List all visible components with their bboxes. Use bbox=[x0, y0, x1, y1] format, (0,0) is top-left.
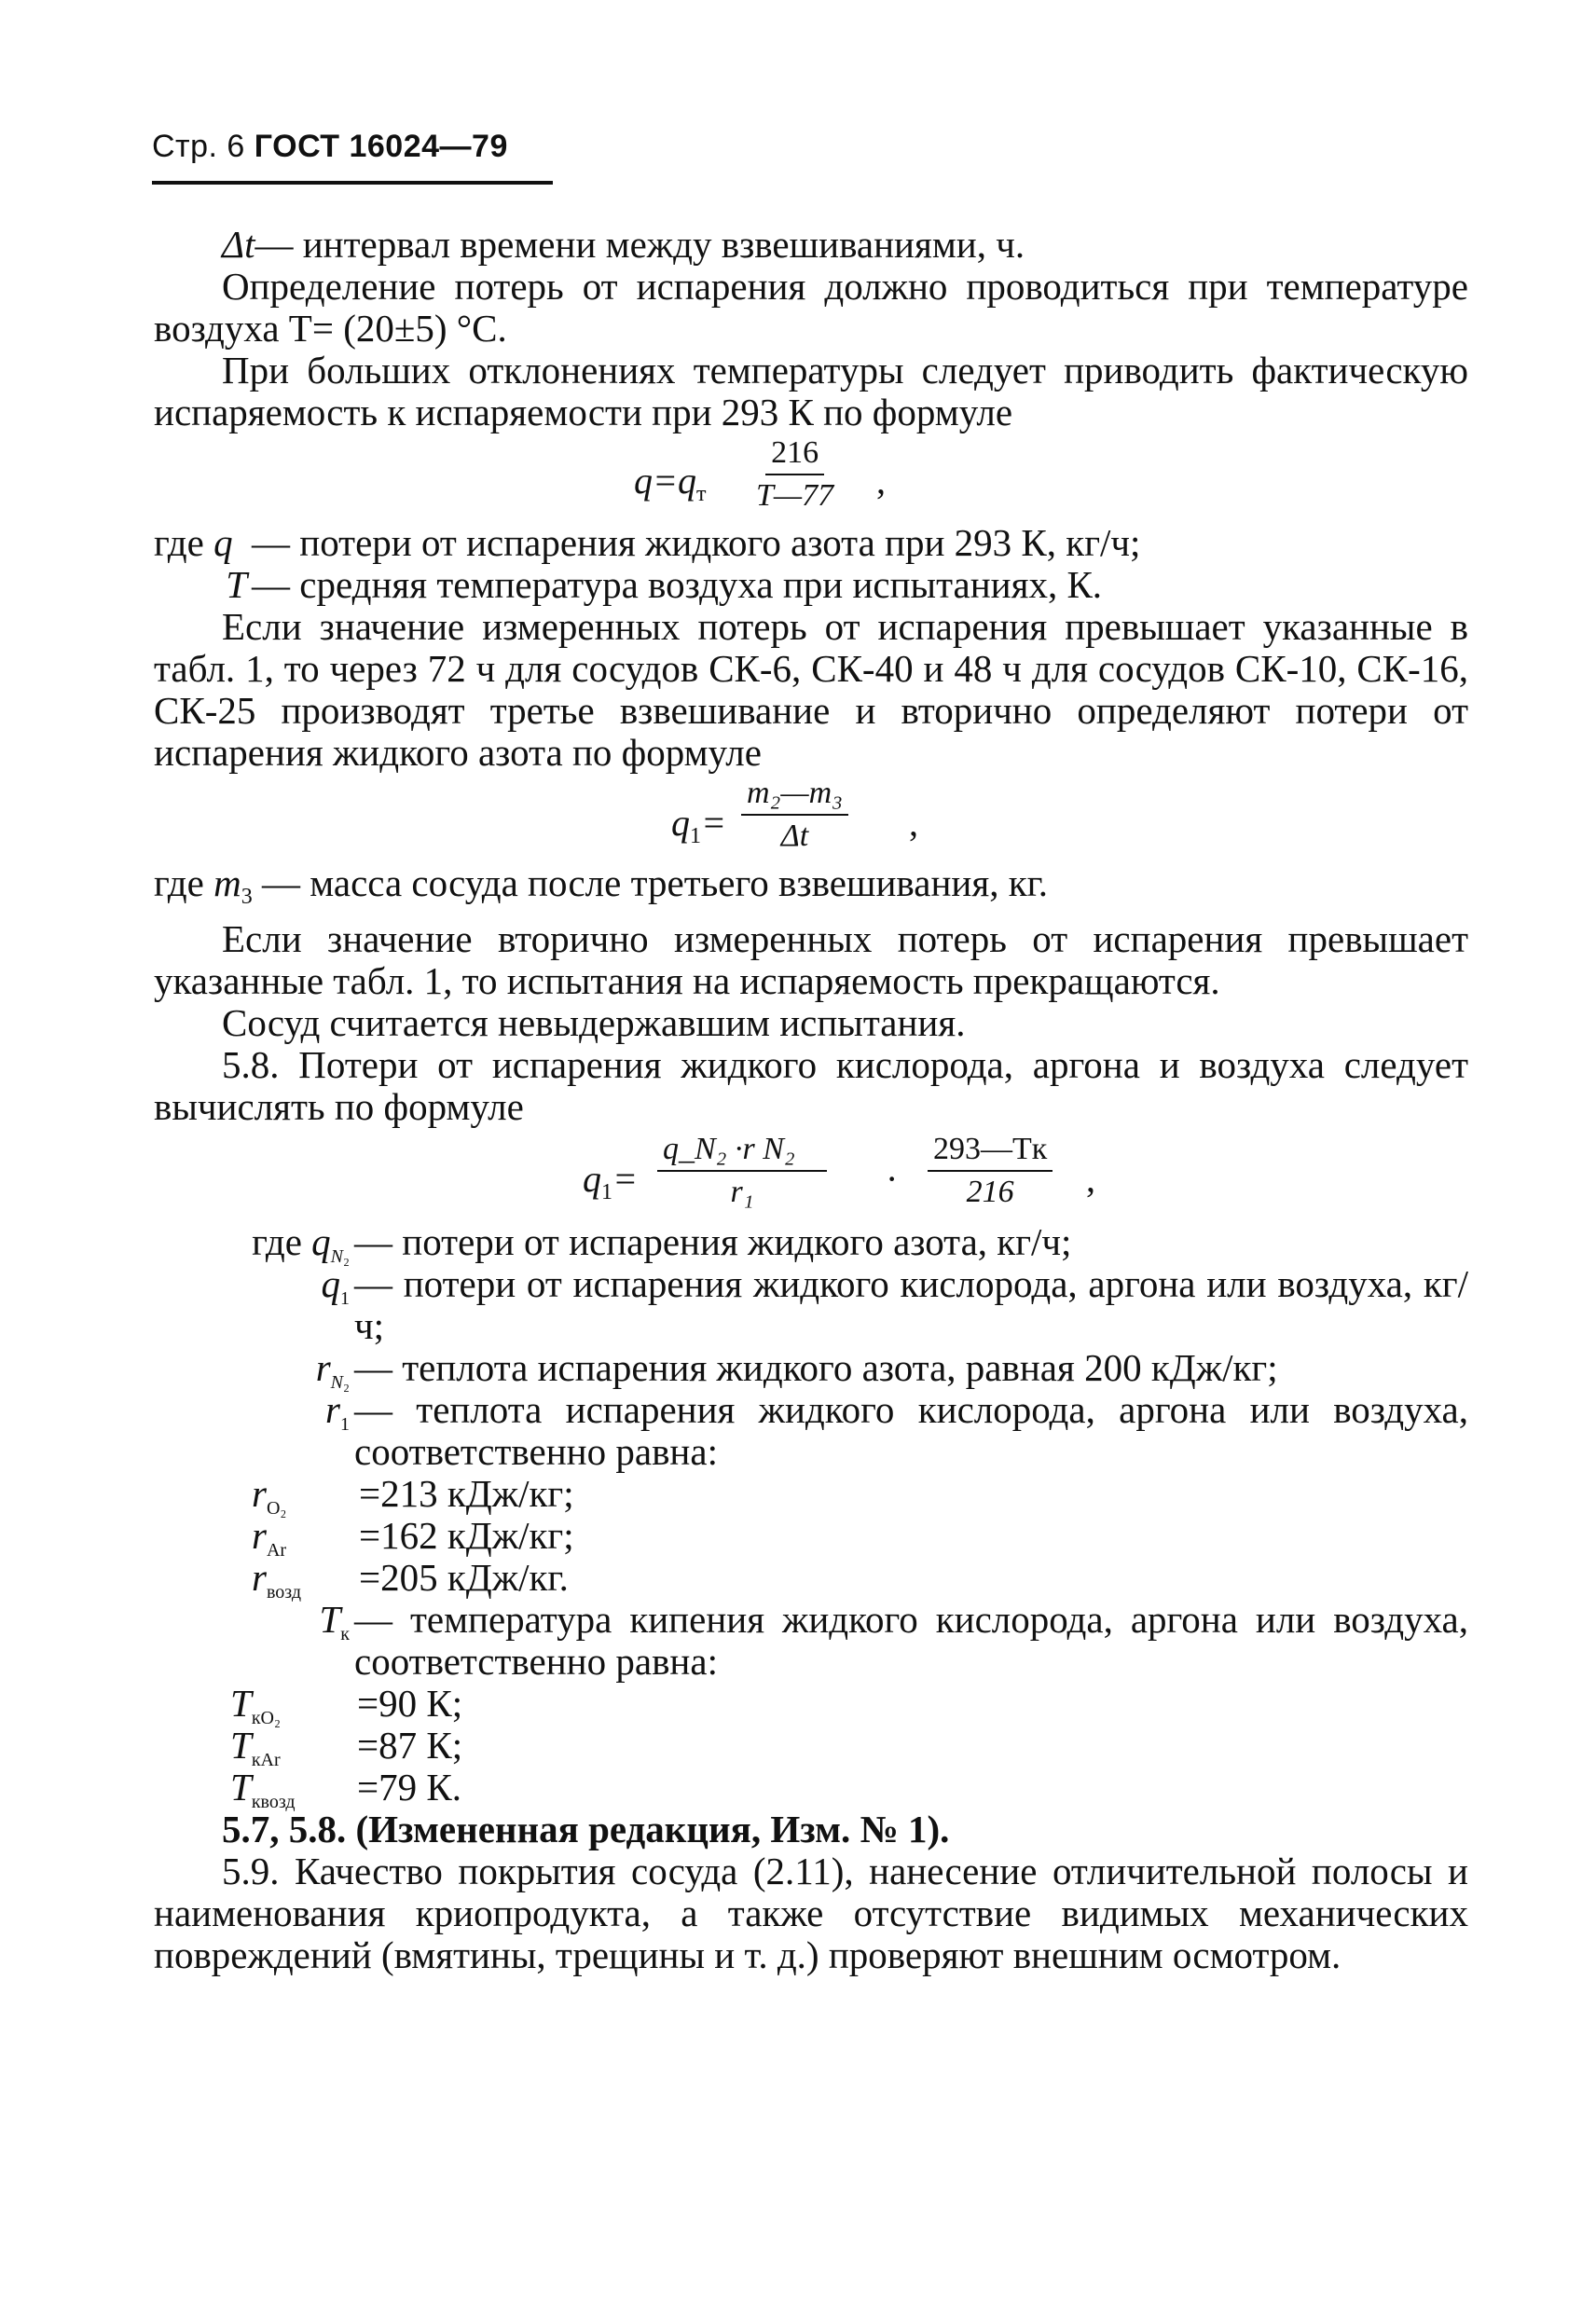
q-symbol: q bbox=[213, 521, 233, 564]
where-qN2: где qN₂ — потери от испарения жидкого азота, кг/ч; bbox=[154, 1221, 1468, 1263]
page-label: Стр. 6 bbox=[152, 129, 245, 164]
formula-correction bbox=[154, 433, 1468, 522]
where-rN2: rN₂ — теплота испарения жидкого азота, равная 200 кДж/кг; bbox=[154, 1347, 1468, 1389]
dt-symbol: Δt bbox=[222, 223, 255, 266]
dt-definition: — интервал времени между взвешиваниями, ч. bbox=[255, 223, 1025, 266]
formula-1-denominator: T—77 bbox=[756, 478, 834, 513]
formula-2-numerator: m₂—m₃ bbox=[741, 776, 848, 816]
formula-3-comma: , bbox=[1086, 1158, 1095, 1200]
ri-definition: — теплота испарения жидкого кислорода, аргона или воздуха, соответственно равна: bbox=[354, 1388, 1468, 1473]
formula-1-fraction bbox=[750, 435, 839, 514]
formula-1-numerator: 216 bbox=[765, 435, 824, 475]
where-2-lead: где bbox=[154, 861, 204, 904]
formula-3-denominator-2: 216 bbox=[966, 1175, 1014, 1209]
paragraph-exceed: Если значение измеренных потерь от испарения превышает указанные в табл. 1, то через 72 ч для сосудов СК-6, СК-40 и 48 ч для сосудов СК-10, СК-16, СК-25 производят третье взвешивание и вторично определяют потери от испарения жидкого азота по формуле bbox=[154, 605, 1468, 774]
formula-3-lhs: $q_1=$ bbox=[583, 1158, 638, 1204]
paragraph-5-9: 5.9. Качество покрытия сосуда (2.11), нанесение отличительной полосы и наименования криопродукта, а также отсутствие видимых механических повреждений (вмятины, трещины и т. д.) проверяют внешним осмотром. bbox=[154, 1850, 1468, 1976]
document-body bbox=[154, 224, 1468, 1976]
paragraph-amendment: 5.7, 5.8. (Измененная редакция, Изм. № 1). bbox=[222, 1808, 950, 1850]
m3-definition: — масса сосуда после третьего взвешивания, кг. bbox=[261, 861, 1049, 904]
document-code: ГОСТ 16024—79 bbox=[254, 129, 508, 164]
paragraph-second-measure: Если значение вторично измеренных потерь от испарения превышает указанные табл. 1, то испытания на испаряемость прекращаются. bbox=[154, 917, 1468, 1002]
where-q bbox=[154, 522, 1468, 564]
Tk-definition: — температура кипения жидкого кислорода, аргона или воздуха, соответственно равна: bbox=[354, 1598, 1468, 1683]
value-rair: rвозд =205 кДж/кг. bbox=[252, 1556, 569, 1603]
formula-second-loss bbox=[154, 774, 1468, 862]
value-TkAr: TкAr =87 К; bbox=[230, 1724, 463, 1770]
value-Tkair: Tквозд =79 К. bbox=[230, 1766, 461, 1812]
m3-symbol: m bbox=[213, 861, 241, 904]
paragraph-temperature: Определение потерь от испарения должно проводиться при температуре воздуха T= (20±5) °C. bbox=[154, 265, 1468, 350]
formula-3-fraction-1 bbox=[657, 1132, 827, 1210]
formula-conversion: $q_1=$ $\frac{\text{q\_N₂ ·r N₂}}{\text{r₁}}$ · 293—Tк 216 , bbox=[154, 1128, 1468, 1221]
formula-3-numerator-2: 293—Tк bbox=[928, 1132, 1053, 1172]
value-TkO2: TкO₂ =90 К; bbox=[230, 1682, 463, 1728]
page-header bbox=[152, 129, 508, 165]
formula-1-comma: , bbox=[876, 460, 886, 502]
m3-subscript: 3 bbox=[241, 885, 253, 909]
formula-2-fraction bbox=[741, 776, 848, 854]
q-definition: — потери от испарения жидкого азота при 293 К, кг/ч; bbox=[252, 521, 1141, 564]
paragraph-5-8: 5.8. Потери от испарения жидкого кислорода, аргона и воздуха следует вычислять по формуле bbox=[154, 1043, 1468, 1128]
where-qi: q1 — потери от испарения жидкого кислорода, аргона или воздуха, кг/ч; bbox=[321, 1262, 1468, 1347]
rN2-definition: — теплота испарения жидкого азота, равная 200 кДж/кг; bbox=[354, 1346, 1278, 1389]
where-ri: r1 — теплота испарения жидкого кислорода, аргона или воздуха, соответственно равна: bbox=[325, 1388, 1468, 1473]
qi-definition: — потери от испарения жидкого кислорода, аргона или воздуха, кг/ч; bbox=[354, 1262, 1468, 1347]
paragraph-dt-definition bbox=[154, 224, 1468, 266]
formula-3-denominator-1: r₁ bbox=[730, 1175, 754, 1209]
value-rAr: rAr =162 кДж/кг; bbox=[252, 1514, 574, 1561]
where-m3 bbox=[154, 862, 1468, 918]
value-rO2: rO₂ =213 кДж/кг; bbox=[252, 1472, 574, 1519]
formula-2-denominator: Δt bbox=[780, 818, 809, 853]
header-rule bbox=[152, 181, 553, 185]
formula-2-lhs: $q_1=$ bbox=[671, 802, 726, 848]
where-1-lead: где bbox=[154, 521, 204, 564]
paragraph-deviation: При больших отклонениях температуры следует приводить фактическую испаряемость к испаряемости при 293 К по формуле bbox=[154, 349, 1468, 433]
formula-3-fraction-2 bbox=[928, 1132, 1053, 1210]
T-definition: — средняя температура воздуха при испытаниях, К. bbox=[252, 563, 1103, 606]
paragraph-failed: Сосуд считается невыдержавшим испытания. bbox=[222, 1001, 966, 1044]
qN2-definition: — потери от испарения жидкого азота, кг/ч; bbox=[354, 1220, 1072, 1263]
where-Tk: Tк — температура кипения жидкого кислорода, аргона или воздуха, соответственно равна: bbox=[319, 1598, 1468, 1683]
where-3-lead: где bbox=[252, 1220, 302, 1263]
formula-3-numerator-1: q_N₂ ·r N₂ bbox=[657, 1132, 827, 1172]
formula-2-comma: , bbox=[909, 802, 918, 844]
where-T bbox=[154, 564, 1468, 606]
formula-1-lhs: $q=q_т$ bbox=[634, 460, 707, 506]
T-symbol: T bbox=[226, 563, 247, 606]
